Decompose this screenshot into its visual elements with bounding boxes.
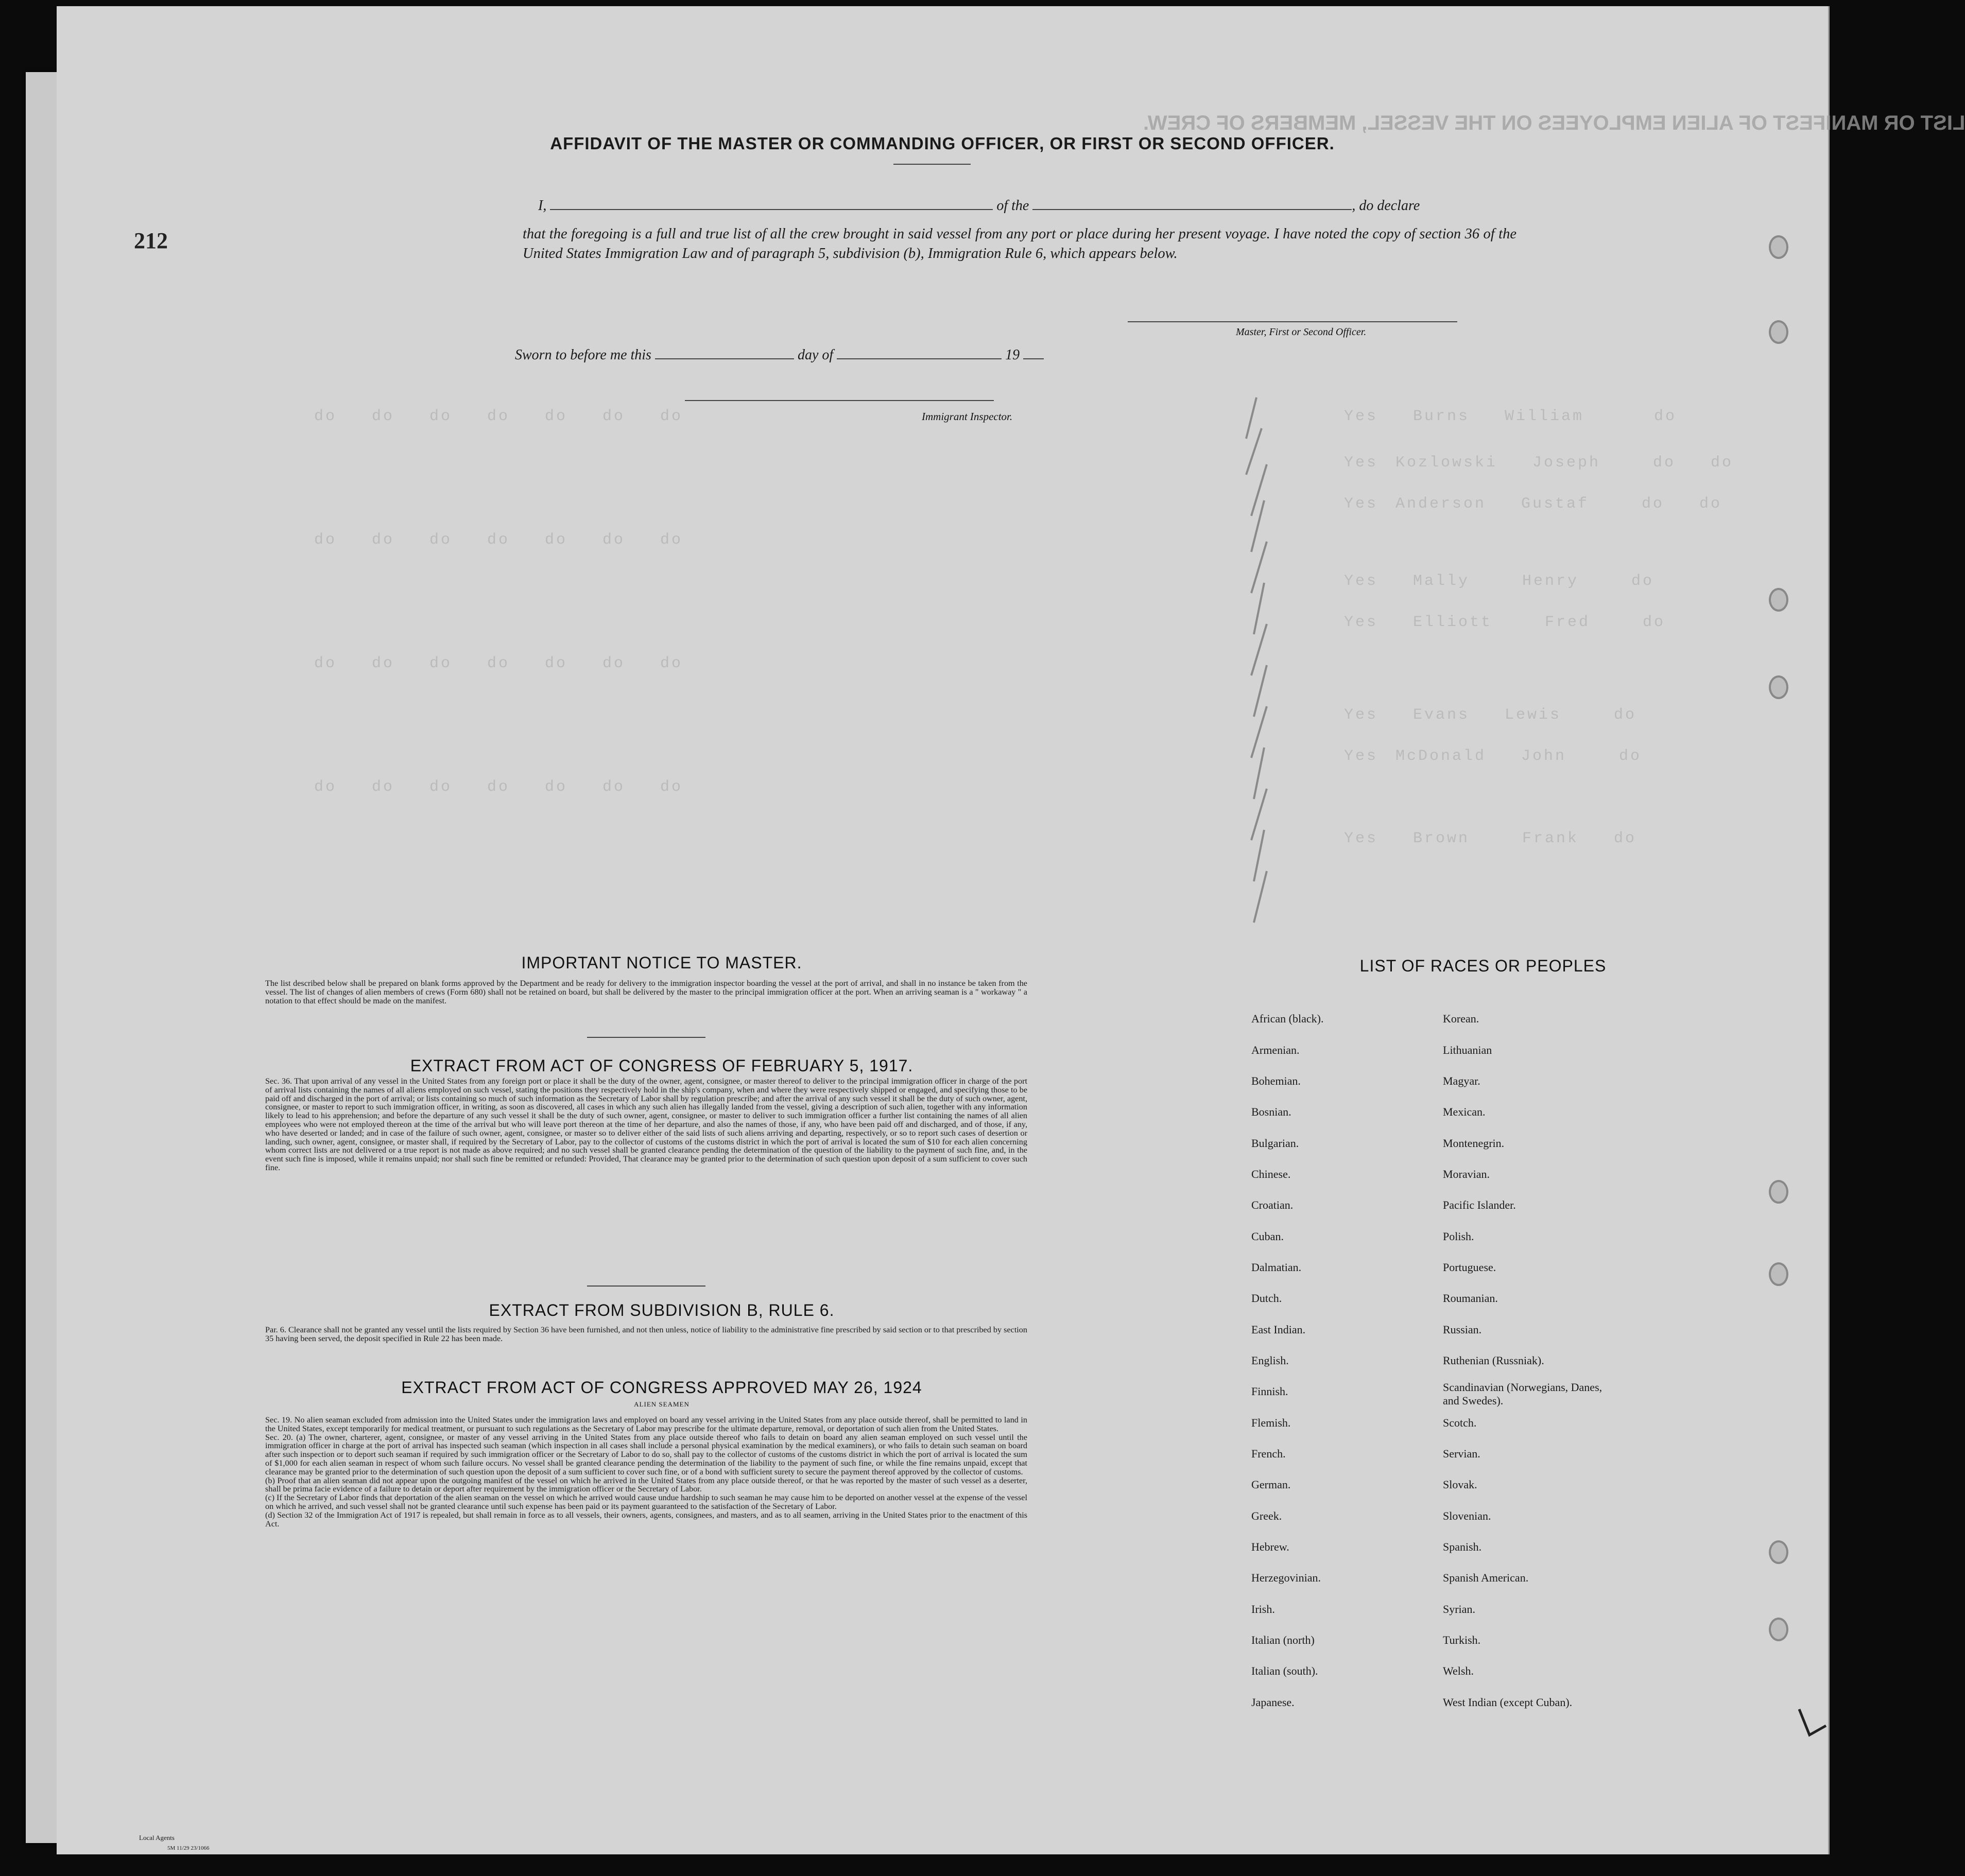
sworn-year-blank[interactable] — [1023, 346, 1044, 359]
race-left: Dutch. — [1251, 1292, 1282, 1305]
race-left: Croatian. — [1251, 1198, 1294, 1211]
race-right: Lithuanian — [1443, 1044, 1492, 1056]
binder-hole — [1769, 1540, 1788, 1564]
race-left: Greek. — [1251, 1509, 1282, 1522]
race-right: Syrian. — [1443, 1603, 1475, 1616]
extract-rule6-title: EXTRACT FROM SUBDIVISION B, RULE 6. — [489, 1301, 835, 1319]
race-left: Armenian. — [1251, 1044, 1300, 1056]
extract-1924-paragraph: Sec. 19. No alien seaman excluded from admission into the United States under the immigration laws and employed on board any vessel arriving in the United States from any place outside thereof, shall be permitted to land in the United States, except temporarily for medical treatment, or pursuant to such regulations as the Secretary of Labor may prescribe for the ultimate departure, removal, or deportation of such alien from the United States. — [265, 1415, 1027, 1433]
margin-mark: 212 — [134, 228, 168, 253]
extract-1924-paragraph: (d) Section 32 of the Immigration Act of 1917 is repealed, but shall remain in force as to all vessels, their owners, agents, consignees, and masters, and as to all seamen, arriving in the United States prior to the enactment of this Act. — [265, 1510, 1027, 1528]
race-left: German. — [1251, 1478, 1291, 1491]
race-right: Roumanian. — [1443, 1292, 1498, 1305]
bleed-through-title: LIST OR MANIFEST OF ALIEN EMPLOYEES ON THE VESSEL, MEMBERS OF CREW. — [1143, 112, 1965, 134]
race-right: Polish. — [1443, 1230, 1474, 1243]
sworn-year: 19 — [1005, 347, 1020, 363]
race-right: Moravian. — [1443, 1168, 1490, 1180]
bleed-through-row: Yes Mally Henry do — [1344, 572, 1654, 590]
extract-1917-body: Sec. 36. That upon arrival of any vessel in the United States from any foreign port or place it shall be the duty of the owner, agent, consignee, or master thereof to deliver to the principal immigration officer in charge of the port of arrival lists containing the names of all aliens employed on such vessel, stating the positions they respectively hold in the ship's company, when and where they were respectively shipped or engaged, and specifying those to be paid off and discharged in the port of arrival; or lists containing so much of such information as the Secretary of Labor shall by regulation prescribe; and after the arrival of any such vessel it shall be the duty of such owner, agent, consignee, or master to report to such immigration officer, in writing, as soon as discovered, all cases in which any such alien has illegally landed from the vessel, giving a description of such alien, together with any information likely to lead to his apprehension; and before the departure of any such vessel it shall be the duty of such owner, agent, consignee, or master to deliver to such immigration officer a further list containing the names of all alien employees who were not employed thereon at the time of the arrival but who will leave port thereon at the time of her departure, and also the names of those, if any, who have been paid off and discharged, and of those, if any, who have deserted or landed; and in case of the failure of such owner, agent, consignee, or master so to deliver either of the said lists of such aliens arriving and departing, respectively, or so to report such cases of desertion or landing, such owner, agent, consignee, or master shall, if required by the Secretary of Labor, pay to the collector of customs of the customs district in which the port of arrival is located the sum of $10 for each alien concerning whom correct lists are not delivered or a true report is not made as above required; and no such vessel shall be granted clearance pending the determination of the question of the liability to the payment of such fine, and, in the event such fine is imposed, while it remains unpaid; nor shall such fine be remitted or refunded: Provided, That clearance may be granted prior to the determination of such question upon deposit of a sum sufficient to cover such fine. — [265, 1076, 1027, 1172]
race-right: Scandinavian (Norwegians, Danes, and Swedes). — [1443, 1381, 1602, 1407]
races-title: LIST OF RACES OR PEOPLES — [1359, 957, 1607, 975]
race-right: Slovenian. — [1443, 1509, 1491, 1522]
declaration-i: I, — [538, 198, 547, 214]
binder-hole — [1769, 588, 1788, 612]
affidavit-paragraph: that the foregoing is a full and true list of all the crew brought in said vessel from any port or place during her present voyage. I have noted the copy of section 36 of the United States Immigration Law and of paragraph 5, subdivision (b), Immigration Rule 6, which appears below. — [523, 226, 1516, 262]
race-left: Flemish. — [1251, 1416, 1291, 1429]
footer-print-code: 5M 11/29 23/1066 — [167, 1845, 210, 1851]
binder-hole — [1769, 320, 1788, 344]
bleed-through-row: Yes Anderson Gustaf do do — [1344, 495, 1722, 513]
race-left: Irish. — [1251, 1603, 1275, 1616]
race-right: Pacific Islander. — [1443, 1198, 1516, 1211]
race-right: Spanish. — [1443, 1540, 1482, 1553]
race-right: West Indian (except Cuban). — [1443, 1696, 1573, 1709]
inspector-caption: Immigrant Inspector. — [922, 410, 1013, 423]
race-right: Servian. — [1443, 1447, 1480, 1460]
extract-1924-paragraph: (c) If the Secretary of Labor finds that deportation of the alien seaman on the vessel on which he arrived would cause undue hardship to such seaman he may cause him to be deported on another vessel at the expense of the vessel on which he arrived, and such vessel shall not be granted clearance until such expense has been paid or its payment guaranteed to the satisfaction of the Secretary of Labor. — [265, 1493, 1027, 1511]
bleed-through-row: Yes Brown Frank do — [1344, 830, 1637, 847]
title-divider — [893, 164, 971, 165]
extract-1924-title: EXTRACT FROM ACT OF CONGRESS APPROVED MAY 26, 1924 — [401, 1378, 922, 1397]
bleed-through-row: do do do do do do do — [314, 778, 683, 796]
check-mark-icon — [1797, 1705, 1828, 1741]
race-right: Spanish American. — [1443, 1571, 1529, 1584]
race-left: French. — [1251, 1447, 1286, 1460]
notice-body: The list described below shall be prepared on blank forms approved by the Department and be ready for delivery to the immigration inspector boarding the vessel at the port of arrival, and shall in no instance be taken from the vessel. The list of changes of alien members of crews (Form 680) shall not be retained on board, but shall be delivered by the master to the principal immigration officer at the port. When an arriving seaman is a " workaway " a notation to that effect should be made on the manifest. — [265, 979, 1027, 1005]
race-right: Scotch. — [1443, 1416, 1477, 1429]
bleed-through-row: Yes Evans Lewis do — [1344, 706, 1637, 724]
race-right: Korean. — [1443, 1012, 1479, 1025]
race-right: Magyar. — [1443, 1074, 1480, 1087]
notice-divider — [587, 1037, 705, 1038]
bleed-through-row: do do do do do do do — [314, 531, 683, 549]
extract-rule6-body: Par. 6. Clearance shall not be granted any vessel until the lists required by Section 36 have been furnished, and not then unless, notice of liability to the administrative fine prescribed by said section or to that prescribed by section 35 having been served, the deposit specified in Rule 22 has been made. — [265, 1325, 1027, 1343]
race-left: Bosnian. — [1251, 1105, 1291, 1118]
notice-title: IMPORTANT NOTICE TO MASTER. — [521, 953, 802, 972]
bleed-through-row: do do do do do do do — [314, 655, 683, 672]
race-left: Finnish. — [1251, 1385, 1288, 1398]
extract-1917-divider — [587, 1286, 705, 1287]
race-left: Cuban. — [1251, 1230, 1284, 1243]
document-page — [57, 6, 1965, 1854]
declaration-of-the: of the — [996, 198, 1029, 214]
race-left: Italian (south). — [1251, 1664, 1318, 1677]
race-right: Russian. — [1443, 1323, 1482, 1336]
race-right: Slovak. — [1443, 1478, 1477, 1491]
race-left: Bulgarian. — [1251, 1137, 1299, 1150]
sworn-line — [515, 346, 1044, 363]
bleed-through-row: Yes McDonald John do — [1344, 748, 1642, 765]
race-left: English. — [1251, 1354, 1289, 1367]
race-left: East Indian. — [1251, 1323, 1306, 1336]
signature-caption: Master, First or Second Officer. — [1236, 326, 1367, 338]
binder-hole — [1769, 1262, 1788, 1286]
race-left: Herzegovinian. — [1251, 1571, 1321, 1584]
race-left: Italian (north) — [1251, 1634, 1315, 1646]
extract-1924-paragraph: Sec. 20. (a) The owner, charterer, agent, consignee, or master of any vessel arriving in the United States from any place outside thereof who fails to detain on board any alien seaman employed on such vessel until the immigration officer in charge at the port of arrival has inspected such seaman (which inspection in all cases shall include a personal physical examination by the medical examiners), or who fails to detain such seaman on board after such inspection or to deport such seaman if required by such immigration officer or the Secretary of Labor to do so, shall pay to the collector of customs of the customs district in which the port of arrival is located the sum of $1,000 for each alien seaman in respect of whom such failure occurs. No vessel shall be granted clearance pending the determination of the liability to the payment of such fine, or while the fine remains unpaid, except that clearance may be granted prior to the determination of such question upon the deposit of a sum sufficient to cover such fine, or of a bond with sufficient surety to secure the payment thereof approved by the collector of customs. — [265, 1432, 1027, 1477]
affidavit-title: AFFIDAVIT OF THE MASTER OR COMMANDING OFFICER, OR FIRST OR SECOND OFFICER. — [550, 134, 1335, 153]
bleed-through-row: do do do do do do do — [314, 408, 683, 425]
race-right: Turkish. — [1443, 1634, 1481, 1646]
binder-hole — [1769, 235, 1788, 259]
sworn-prefix: Sworn to before me this — [515, 347, 651, 363]
race-right: Mexican. — [1443, 1105, 1486, 1118]
vessel-blank[interactable] — [1032, 197, 1352, 210]
footer-agents: Local Agents — [139, 1834, 175, 1842]
binder-hole — [1769, 1618, 1788, 1641]
extract-1917-title: EXTRACT FROM ACT OF CONGRESS OF FEBRUARY 5, 1917. — [410, 1056, 913, 1075]
binder-hole — [1769, 1180, 1788, 1204]
sworn-date-blank[interactable] — [655, 346, 794, 359]
race-right: Portuguese. — [1443, 1261, 1496, 1274]
race-left: Hebrew. — [1251, 1540, 1289, 1553]
extract-1924-body — [265, 1416, 1027, 1528]
declaration-line — [538, 197, 1420, 214]
race-left: Dalmatian. — [1251, 1261, 1302, 1274]
race-left: Japanese. — [1251, 1696, 1295, 1709]
race-left: Bohemian. — [1251, 1074, 1301, 1087]
signature-line[interactable] — [1128, 321, 1457, 322]
race-left: Chinese. — [1251, 1168, 1291, 1180]
binder-hole — [1769, 675, 1788, 699]
extract-1924-subtitle: ALIEN SEAMEN — [634, 1400, 690, 1408]
extract-1924-paragraph: (b) Proof that an alien seaman did not appear upon the outgoing manifest of the vessel on which he arrived in the United States from any place outside thereof, or that he was reported by the master of such vessel as a deserter, shall be prima facie evidence of a failure to detain or deport after requirement by the immigration officer or the Secretary of Labor. — [265, 1475, 1027, 1494]
name-blank[interactable] — [550, 197, 993, 210]
bleed-through-row: Yes Kozlowski Joseph do do — [1344, 454, 1734, 472]
race-left: African (black). — [1251, 1012, 1324, 1025]
sworn-month-blank[interactable] — [837, 346, 1002, 359]
sworn-day-of: day of — [797, 347, 834, 363]
bleed-through-row: Yes Burns William do — [1344, 408, 1677, 425]
bleed-through-row: Yes Elliott Fred do — [1344, 614, 1666, 631]
declaration-declare: , do declare — [1352, 198, 1420, 214]
race-right: Welsh. — [1443, 1664, 1474, 1677]
inspector-signature-line[interactable] — [685, 400, 994, 401]
race-right: Ruthenian (Russniak). — [1443, 1354, 1544, 1367]
race-right: Montenegrin. — [1443, 1137, 1505, 1150]
